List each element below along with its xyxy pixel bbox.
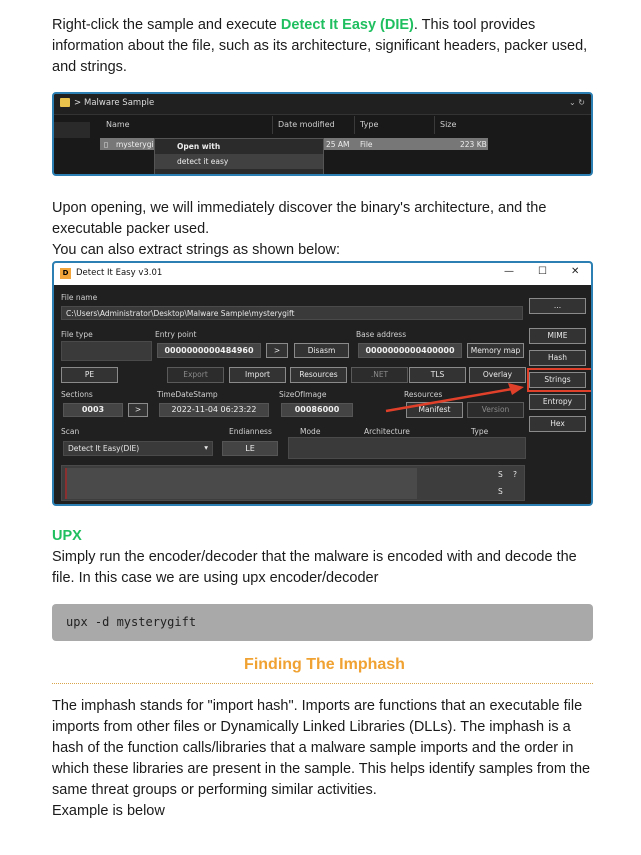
resources-button[interactable]: Resources: [290, 367, 347, 383]
file-size: 223 KB: [460, 140, 487, 149]
explorer-address-bar: [54, 94, 591, 115]
upx-heading: UPX: [52, 528, 82, 544]
die-tool-name: Detect It Easy (DIE): [280, 17, 414, 33]
sections-value[interactable]: 0003: [63, 403, 123, 417]
dropdown-arrow-icon: ▾: [204, 443, 208, 452]
example-text: Example is below: [52, 803, 165, 819]
context-menu: [154, 138, 324, 176]
mime-button[interactable]: MIME: [529, 328, 586, 344]
file-type-field[interactable]: [61, 341, 152, 361]
architecture-text: Upon opening, we will immediately discover the binary's architecture, and the executable packer used.: [52, 200, 547, 237]
result-signature-icon-2[interactable]: S: [498, 487, 503, 496]
endianness-label: Endianness: [229, 427, 272, 436]
intro-text-rest: . This tool provides information about the file, such as its architecture, significant headers, packer used, and strings.: [52, 17, 588, 75]
column-divider: [272, 116, 273, 134]
import-button[interactable]: Import: [229, 367, 286, 383]
code-block: [52, 604, 593, 641]
file-name-label: File name: [61, 293, 98, 302]
breadcrumb-separator: >: [74, 98, 82, 108]
menu-item-open-with[interactable]: Open with: [177, 142, 221, 151]
tls-button[interactable]: TLS: [409, 367, 466, 383]
close-icon[interactable]: ✕: [571, 266, 580, 277]
scan-result-row: [65, 468, 417, 499]
minimize-icon[interactable]: —: [504, 266, 514, 277]
column-type[interactable]: Type: [360, 120, 379, 129]
disasm-button[interactable]: Disasm: [294, 343, 349, 358]
base-address-label: Base address: [356, 330, 407, 339]
file-name[interactable]: mysterygi: [116, 140, 154, 149]
upx-paragraph: Simply run the encoder/decoder that the malware is encoded with and decode the file. In this case we are using upx encoder/decoder: [52, 549, 577, 586]
die-window: [52, 261, 593, 506]
navigation-pane: [54, 122, 90, 138]
size-of-image-label: SizeOfImage: [279, 390, 327, 399]
manifest-button[interactable]: Manifest: [406, 402, 463, 418]
browse-button[interactable]: ...: [529, 298, 586, 314]
resources-label: Resources: [404, 390, 443, 399]
entropy-button[interactable]: Entropy: [529, 394, 586, 410]
entry-point-goto-button[interactable]: >: [266, 343, 288, 358]
result-signature-icon[interactable]: S: [498, 470, 503, 479]
heading-divider: [52, 683, 593, 684]
explorer-screenshot: [52, 92, 593, 176]
upx-command[interactable]: upx -d mysterygift: [66, 615, 197, 629]
hash-button[interactable]: Hash: [529, 350, 586, 366]
die-window-title: Detect It Easy v3.01: [76, 268, 163, 278]
scan-select-value: Detect It Easy(DIE): [68, 444, 140, 453]
folder-icon: [60, 98, 70, 107]
imphash-heading: Finding The Imphash: [244, 656, 405, 673]
result-info-icon[interactable]: ?: [513, 470, 517, 479]
sections-label: Sections: [61, 390, 93, 399]
intro-paragraph: [52, 15, 597, 78]
scan-results-panel[interactable]: [61, 465, 525, 501]
strings-button[interactable]: Strings: [529, 372, 586, 388]
net-button[interactable]: .NET: [351, 367, 408, 383]
memory-map-button[interactable]: Memory map: [467, 343, 524, 358]
strings-highlight-box: [527, 368, 593, 392]
timestamp-label: TimeDateStamp: [157, 390, 218, 399]
menu-item-detect-it-easy[interactable]: detect it easy: [155, 154, 323, 169]
entry-point-value[interactable]: 0000000000484960: [157, 343, 261, 358]
timestamp-value[interactable]: 2022-11-04 06:23:22: [159, 403, 269, 417]
mode-arch-type-field: [288, 437, 526, 459]
file-icon: ▯: [104, 140, 109, 149]
architecture-paragraph: [52, 198, 597, 261]
mode-label: Mode: [300, 427, 321, 436]
architecture-label: Architecture: [364, 427, 410, 436]
version-button[interactable]: Version: [467, 402, 524, 418]
column-name[interactable]: Name: [106, 120, 130, 129]
chevron-down-icon[interactable]: ⌄ ↻: [569, 98, 585, 107]
maximize-icon[interactable]: ☐: [538, 266, 547, 277]
column-size[interactable]: Size: [440, 120, 457, 129]
entry-point-label: Entry point: [155, 330, 197, 339]
base-address-value[interactable]: 0000000000400000: [358, 343, 462, 358]
hex-button[interactable]: Hex: [529, 416, 586, 432]
column-divider: [434, 116, 435, 134]
imphash-paragraph: The imphash stands for "import hash". Imports are functions that an executable file imports from other files or Dynamically Linked Libraries (DLLs). The imphash is a hash of the function calls/libraries that a malware sample imports and the order in which these libraries are present in the sample. This helps identify samples from the same threat groups or performing similar activities.: [52, 698, 591, 798]
column-date-modified[interactable]: Date modified: [278, 120, 335, 129]
die-logo-icon: D: [60, 268, 71, 279]
endianness-value[interactable]: LE: [222, 441, 278, 456]
strings-text: You can also extract strings as shown below:: [52, 242, 341, 258]
export-button[interactable]: Export: [167, 367, 224, 383]
file-path-field[interactable]: C:\Users\Administrator\Desktop\Malware Sample\mysterygift: [61, 306, 523, 320]
file-type: File: [360, 140, 373, 149]
red-arrow-annotation: [384, 381, 529, 413]
scan-select[interactable]: [63, 441, 213, 456]
column-divider: [354, 116, 355, 134]
pe-button[interactable]: PE: [61, 367, 118, 383]
breadcrumb-folder[interactable]: Malware Sample: [84, 98, 155, 108]
size-of-image-value[interactable]: 00086000: [281, 403, 353, 417]
intro-text: Right-click the sample and execute: [52, 17, 281, 33]
scan-label: Scan: [61, 427, 80, 436]
file-date: 25 AM: [326, 140, 350, 149]
sections-goto-button[interactable]: >: [128, 403, 148, 417]
file-type-label: File type: [61, 330, 93, 339]
overlay-button[interactable]: Overlay: [469, 367, 526, 383]
type-label: Type: [471, 427, 489, 436]
die-titlebar: [54, 263, 591, 285]
